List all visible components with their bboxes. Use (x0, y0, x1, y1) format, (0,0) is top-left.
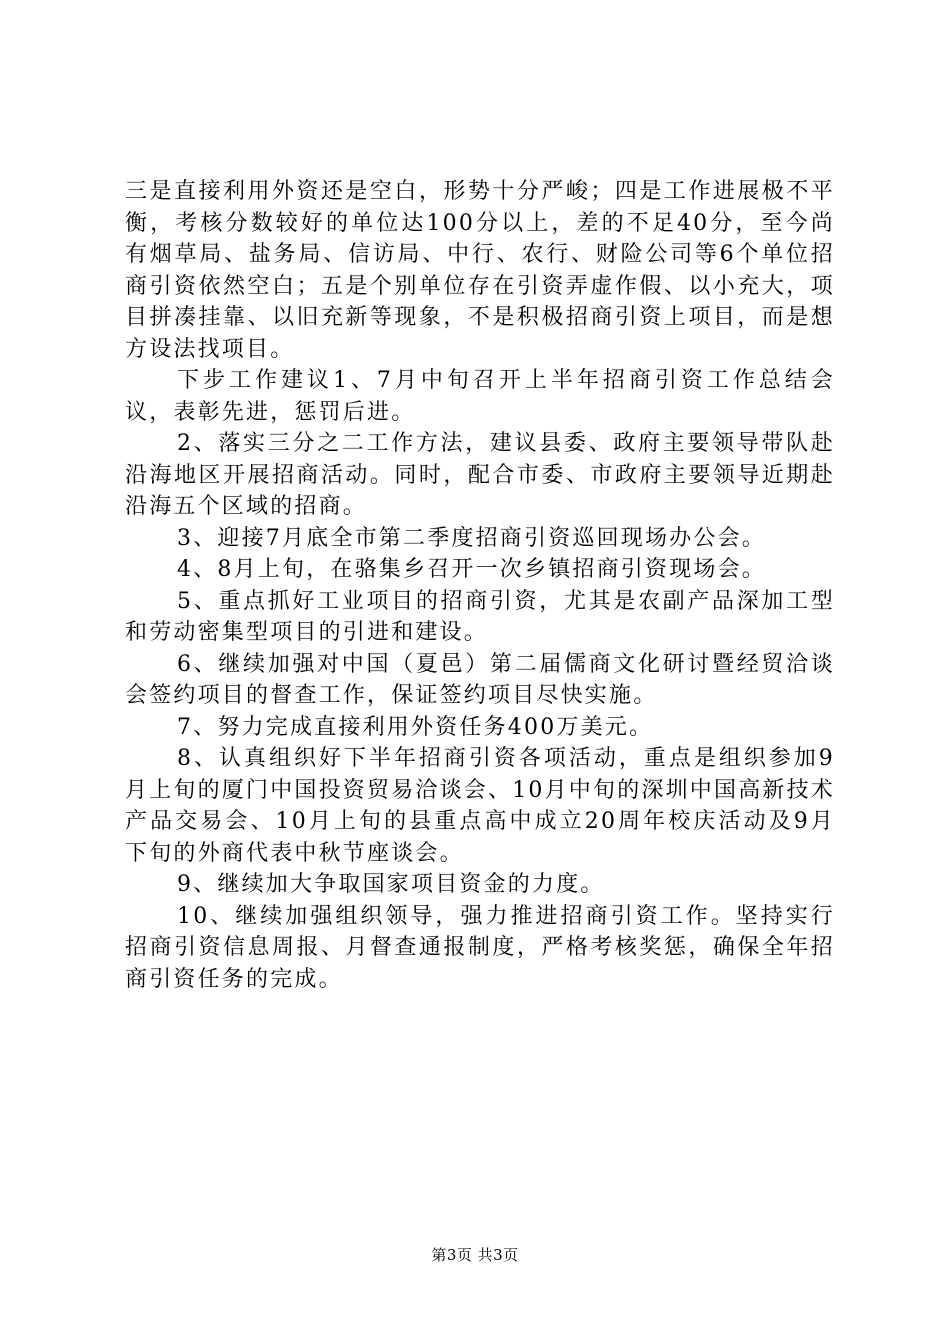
page-number-label: 第3页 共3页 (431, 1246, 519, 1264)
paragraph-suggestion-5: 5、重点抓好工业项目的招商引资，尤其是农副产品深加工型和劳动密集型项目的引进和建设。 (125, 588, 835, 645)
paragraph-suggestion-9: 9、继续加大争取国家项目资金的力度。 (177, 872, 605, 897)
paragraph-suggestion-8: 8、认真组织好下半年招商引资各项活动，重点是组织参加9月上旬的厦门中国投资贸易洽谈会、10月中旬的深圳中国高新技术产品交易会、10月上旬的县重点高中成立20周年校庆活动及9月下旬的外商代表中秋节座谈会。 (125, 746, 835, 866)
paragraph-suggestion-10: 10、继续加强组织领导，强力推进招商引资工作。坚持实行招商引资信息周报、月督查通报制度，严格考核奖惩，确保全年招商引资任务的完成。 (125, 903, 835, 992)
paragraph-problems: 三是直接利用外资还是空白，形势十分严峻；四是工作进展极不平衡，考核分数较好的单位达100分以上，差的不足40分，至今尚有烟草局、盐务局、信访局、中行、农行、财险公司等6个单位招商引资依然空白；五是个别单位存在引资弄虚作假、以小充大，项目拼凑挂靠、以旧充新等现象，不是积极招商引资上项目，而是想方设法找项目。 (125, 179, 835, 362)
paragraph-suggestion-1: 下步工作建议1、7月中旬召开上半年招商引资工作总结会议，表彰先进，惩罚后进。 (125, 368, 835, 425)
paragraph-suggestion-3: 3、迎接7月底全市第二季度招商引资巡回现场办公会。 (177, 525, 766, 551)
paragraph-suggestion-6: 6、继续加强对中国（夏邑）第二届儒商文化研讨暨经贸洽谈会签约项目的督查工作，保证签约项目尽快实施。 (125, 651, 835, 708)
paragraph-suggestion-4: 4、8月上旬，在骆集乡召开一次乡镇招商引资现场会。 (177, 557, 766, 582)
paragraph-suggestion-2: 2、落实三分之二工作方法，建议县委、政府主要领导带队赴沿海地区开展招商活动。同时，配合市委、市政府主要领导近期赴沿海五个区域的招商。 (125, 431, 835, 519)
paragraph-suggestion-7: 7、努力完成直接利用外资任务400万美元。 (177, 714, 654, 740)
page-footer (0, 1244, 950, 1265)
document-body (125, 176, 835, 995)
